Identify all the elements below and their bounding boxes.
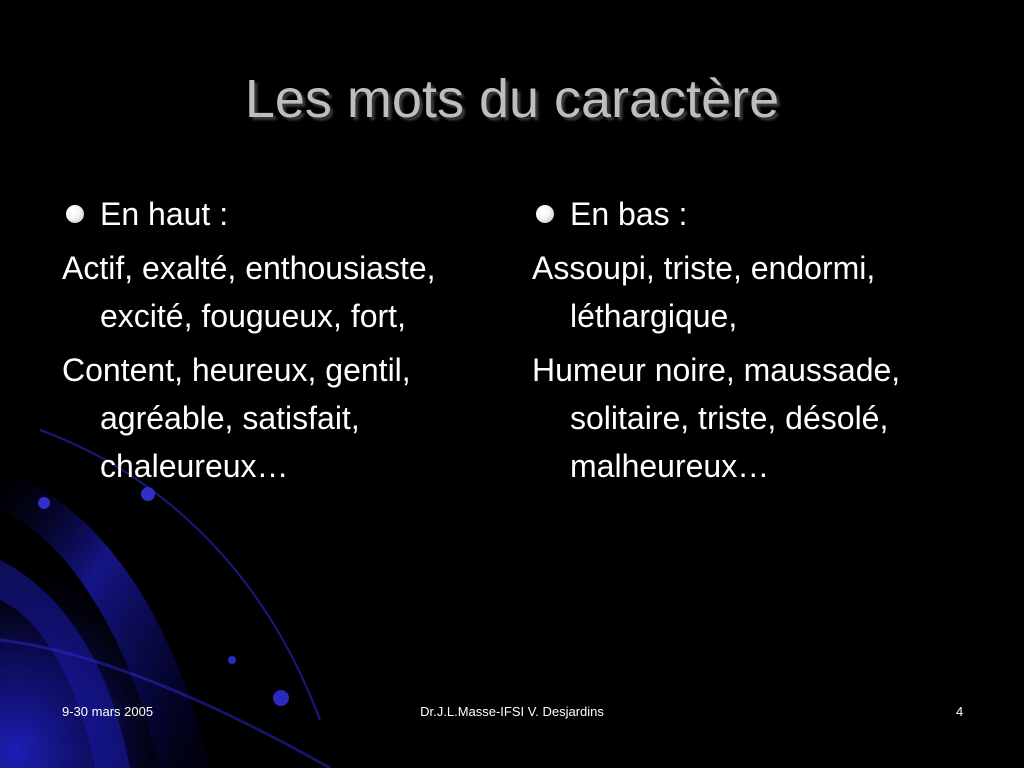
right-column <box>532 190 972 496</box>
slide-title: Les mots du caractère <box>244 69 780 129</box>
left-paragraph-2: Content, heureux, gentil, agréable, satisfait, chaleureux… <box>62 352 411 484</box>
footer-author: Dr.J.L.Masse-IFSI V. Desjardins <box>420 704 604 719</box>
left-paragraph-1: Actif, exalté, enthousiaste, excité, fougueux, fort, <box>62 250 436 334</box>
footer-date: 9-30 mars 2005 <box>62 704 154 719</box>
left-bullet-label: En haut : <box>100 196 229 232</box>
left-column <box>62 190 502 496</box>
left-bullet <box>62 190 502 238</box>
right-bullet-label: En bas : <box>570 196 688 232</box>
bullet-icon <box>536 205 554 223</box>
slide-footer <box>0 704 1024 728</box>
bullet-icon <box>66 205 84 223</box>
right-bullet <box>532 190 972 238</box>
right-paragraph-1: Assoupi, triste, endormi, léthargique, <box>532 250 876 334</box>
footer-page-number: 4 <box>956 704 964 719</box>
right-paragraph-2: Humeur noire, maussade, solitaire, triste, désolé, malheureux… <box>532 352 901 484</box>
